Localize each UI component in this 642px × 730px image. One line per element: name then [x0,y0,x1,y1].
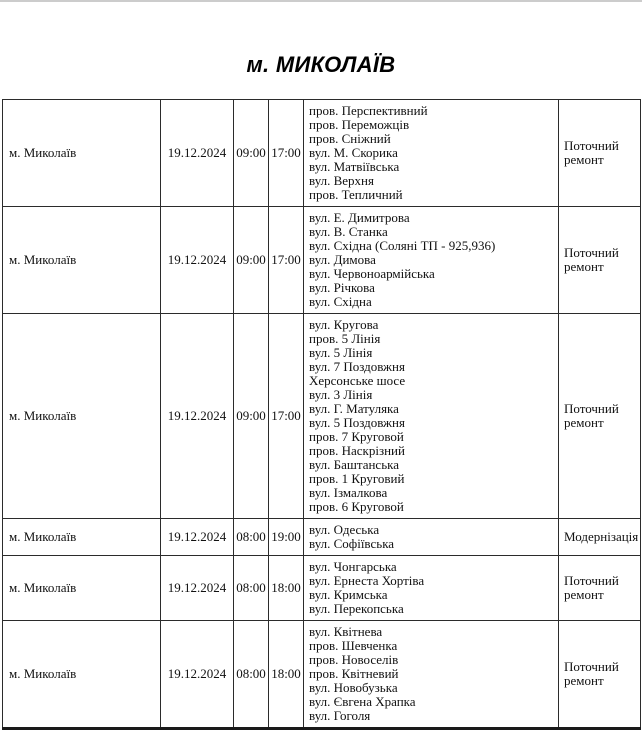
date-cell: 19.12.2024 [161,314,234,519]
date-cell: 19.12.2024 [161,100,234,207]
street-line: Херсонське шосе [309,373,406,388]
street-line: вул. Е. Димитрова [309,210,410,225]
work-type-cell: Поточний ремонт [559,207,641,314]
outage-table [2,99,641,730]
table-row [3,519,641,556]
locality-cell: м. Миколаїв [3,100,161,207]
street-line: вул. Ізмалкова [309,485,388,500]
street-line: вул. Гоголя [309,708,371,723]
street-line: пров. Наскрізний [309,443,405,458]
table-row [3,100,641,207]
outage-table-body [3,100,641,729]
street-line: пров. 7 Круговой [309,429,404,444]
time-end-cell: 17:00 [269,100,304,207]
street-line: вул. Квітнева [309,624,383,639]
locality-cell: м. Миколаїв [3,207,161,314]
street-line: вул. 3 Лінія [309,387,373,402]
street-line: вул. Чонгарська [309,559,397,574]
page-title: м. МИКОЛАЇВ [246,52,396,77]
time-end-cell: 19:00 [269,519,304,556]
locality-cell: м. Миколаїв [3,556,161,621]
streets-cell [304,556,559,621]
street-line: пров. Шевченка [309,638,398,653]
street-line: вул. Димова [309,252,376,267]
street-line: пров. Тепличний [309,187,403,202]
street-line: вул. Верхня [309,173,374,188]
date-cell: 19.12.2024 [161,519,234,556]
street-line: вул. Східна (Соляні ТП - 925,936) [309,238,496,253]
street-line: вул. Г. Матуляка [309,401,399,416]
table-row [3,314,641,519]
work-type-cell: Модернізація [559,519,641,556]
street-line: вул. Євгена Храпка [309,694,416,709]
street-line: пров. Квітневий [309,666,399,681]
table-row [3,621,641,729]
street-line: вул. 7 Поздовжня [309,359,405,374]
locality-cell: м. Миколаїв [3,314,161,519]
table-row [3,207,641,314]
work-type-cell: Поточний ремонт [559,314,641,519]
streets-cell [304,519,559,556]
street-line: вул. 5 Поздовжня [309,415,405,430]
time-end-cell: 18:00 [269,621,304,729]
street-line: вул. 5 Лінія [309,345,373,360]
time-start-cell: 08:00 [234,556,269,621]
time-start-cell: 08:00 [234,519,269,556]
work-type-cell: Поточний ремонт [559,100,641,207]
streets-cell [304,100,559,207]
streets-cell [304,207,559,314]
date-cell: 19.12.2024 [161,556,234,621]
top-divider [0,0,642,2]
street-line: пров. 1 Круговий [309,471,405,486]
street-line: вул. В. Станка [309,224,388,239]
street-line: вул. Кругова [309,317,379,332]
streets-cell [304,621,559,729]
time-end-cell: 17:00 [269,314,304,519]
work-type-cell: Поточний ремонт [559,556,641,621]
street-line: вул. Кримська [309,587,388,602]
street-line: вул. М. Скорика [309,145,398,160]
street-line: вул. Матвіївська [309,159,400,174]
street-line: вул. Баштанська [309,457,400,472]
street-line: вул. Одеська [309,522,380,537]
date-cell: 19.12.2024 [161,621,234,729]
work-type-cell: Поточний ремонт [559,621,641,729]
street-line: пров. Сніжний [309,131,391,146]
street-line: вул. Червоноармійська [309,266,435,281]
time-end-cell: 18:00 [269,556,304,621]
time-start-cell: 08:00 [234,621,269,729]
locality-cell: м. Миколаїв [3,519,161,556]
time-start-cell: 09:00 [234,207,269,314]
street-line: пров. 5 Лінія [309,331,381,346]
time-start-cell: 09:00 [234,100,269,207]
street-line: пров. 6 Круговой [309,499,404,514]
date-cell: 19.12.2024 [161,207,234,314]
time-end-cell: 17:00 [269,207,304,314]
street-line: пров. Переможців [309,117,410,132]
street-line: пров. Перспективний [309,103,428,118]
street-line: вул. Ернеста Хортіва [309,573,425,588]
street-line: вул. Перекопська [309,601,404,616]
table-row [3,556,641,621]
locality-cell: м. Миколаїв [3,621,161,729]
street-line: вул. Софіївська [309,536,395,551]
street-line: вул. Східна [309,294,372,309]
street-line: пров. Новоселів [309,652,399,667]
street-line: вул. Річкова [309,280,375,295]
time-start-cell: 09:00 [234,314,269,519]
street-line: вул. Новобузька [309,680,398,695]
streets-cell [304,314,559,519]
